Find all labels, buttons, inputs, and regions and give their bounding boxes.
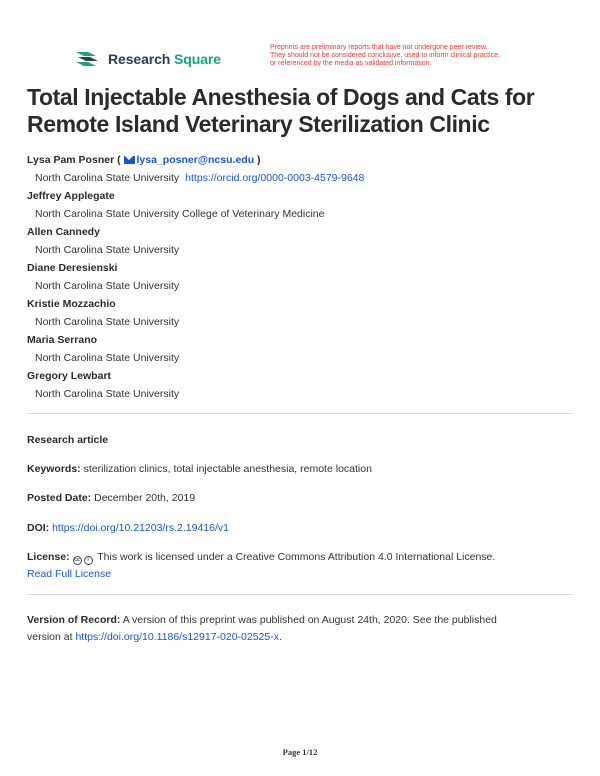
- read-full-license-link[interactable]: Read Full License: [27, 568, 112, 580]
- author-entry: [27, 332, 573, 368]
- author-affiliation: North Carolina State University: [35, 352, 180, 364]
- orcid-link[interactable]: https://orcid.org/0000-0003-4579-9648: [185, 172, 365, 184]
- author-name: Allen Cannedy: [27, 226, 100, 238]
- author-affiliation: North Carolina State University: [35, 280, 180, 292]
- author-affiliation: North Carolina State University: [35, 316, 180, 328]
- research-square-logo-icon: [74, 48, 100, 70]
- author-name: Maria Serrano: [27, 334, 98, 346]
- doi-link[interactable]: https://doi.org/10.21203/rs.2.19416/v1: [52, 522, 229, 534]
- attribution-icon: i: [84, 556, 93, 565]
- keywords-line: Keywords: sterilization clinics, total injectable anesthesia, remote location: [27, 463, 372, 475]
- creative-commons-icon: cc: [74, 557, 80, 563]
- disclaimer-line: They should not be considered conclusive, used to inform clinical practice,: [270, 52, 500, 59]
- author-affiliation: North Carolina State University https://orcid.org/0000-0003-4579-9648: [35, 172, 365, 184]
- author-name: Gregory Lewbart: [27, 370, 112, 382]
- author-entry: [27, 368, 573, 404]
- page-number: Page 1/12: [282, 747, 318, 757]
- author-entry: [27, 260, 573, 296]
- author-entry: [27, 188, 573, 224]
- section-divider: [27, 594, 573, 595]
- disclaimer-line: Preprints are preliminary reports that have not undergone peer review.: [270, 44, 488, 51]
- disclaimer-line: or referenced by the media as validated information.: [270, 60, 432, 67]
- author-affiliation: North Carolina State University: [35, 388, 180, 400]
- version-of-record-link[interactable]: https://doi.org/10.1186/s12917-020-02525-x: [75, 631, 279, 643]
- author-affiliation: North Carolina State University: [35, 244, 180, 256]
- section-divider: [27, 413, 573, 414]
- logo-wordmark: Research Square: [108, 51, 221, 67]
- title-line: Remote Island Veterinary Sterilization Clinic: [27, 111, 490, 137]
- title-line: Total Injectable Anesthesia of Dogs and Cats for: [27, 84, 535, 110]
- author-list: [27, 152, 573, 404]
- posted-date-line: Posted Date: December 20th, 2019: [27, 492, 196, 504]
- page-header: [0, 40, 600, 80]
- doi-line: DOI: https://doi.org/10.21203/rs.2.19416/v1: [27, 522, 229, 534]
- version-of-record: Version of Record: A version of this preprint was published on August 24th, 2020. See the published version at https://doi.org/10.1186/s12917-020-02525-x.: [27, 614, 497, 643]
- author-name: Diane Deresienski: [27, 262, 118, 274]
- author-name: Jeffrey Applegate: [27, 190, 115, 202]
- envelope-icon: [124, 156, 135, 164]
- author-entry: [27, 296, 573, 332]
- author-entry: [27, 224, 573, 260]
- license-block: License: cc i This work is licensed under a Creative Commons Attribution 4.0 International License. Read Full License: [27, 551, 496, 580]
- author-affiliation: North Carolina State University College of Veterinary Medicine: [35, 208, 325, 220]
- article-type: Research article: [27, 434, 109, 446]
- preprint-disclaimer: [270, 44, 540, 68]
- author-name: Lysa Pam Posner ( lysa_posner@ncsu.edu ): [27, 154, 261, 166]
- article-title: [27, 84, 573, 138]
- author-name: Kristie Mozzachio: [27, 298, 116, 310]
- author-email-link[interactable]: lysa_posner@ncsu.edu: [124, 154, 255, 166]
- research-square-logo[interactable]: [74, 48, 221, 70]
- author-entry: [27, 152, 573, 188]
